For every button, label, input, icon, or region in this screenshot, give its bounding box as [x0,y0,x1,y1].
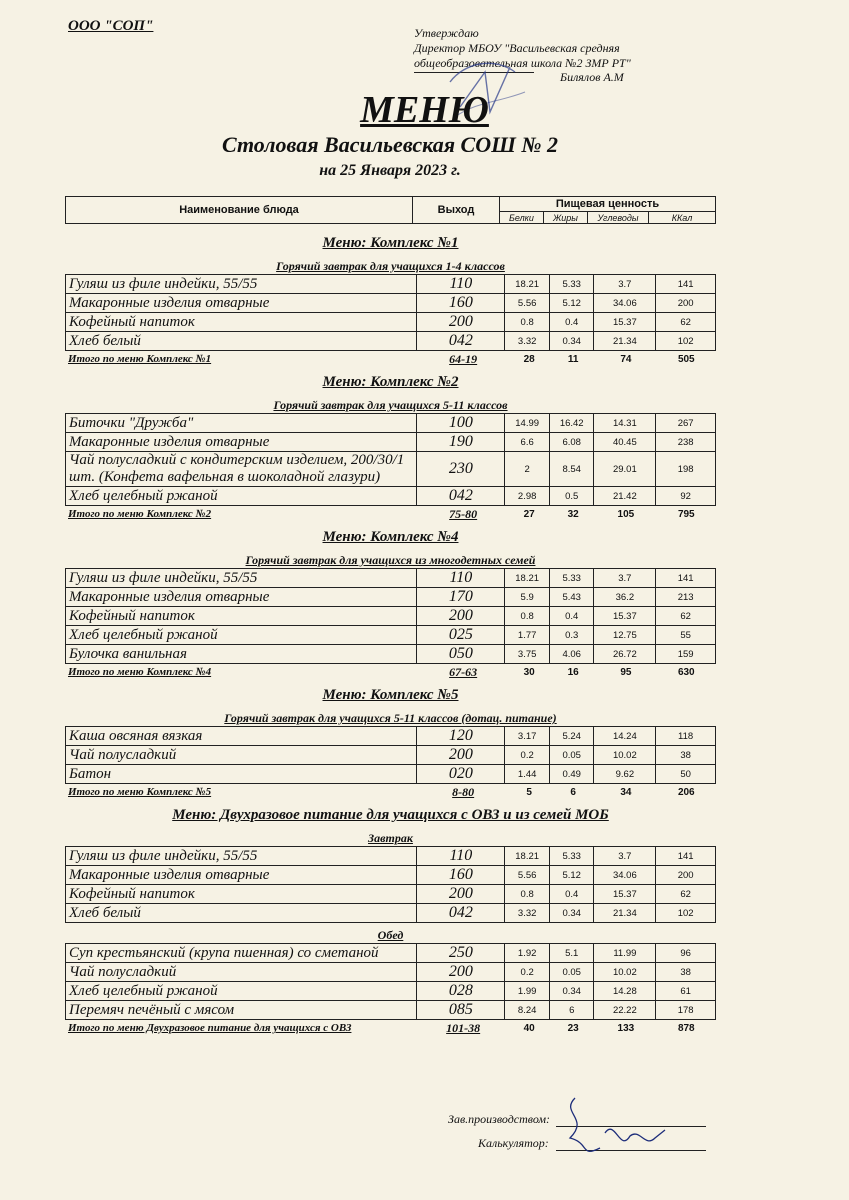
total-label: Итого по меню Комплекс №2 [68,508,212,520]
dish-name: Кофейный напиток [66,313,417,332]
carbs-value: 34.06 [594,294,656,313]
kcal-value: 159 [656,645,716,664]
protein-value: 0.8 [505,313,550,332]
protein-value: 6.6 [505,433,550,452]
fat-value: 6.08 [549,433,594,452]
protein-value: 5.56 [505,866,550,885]
group-title: Горячий завтрак для учащихся 1-4 классов [276,259,505,273]
carbs-value: 15.37 [594,607,656,626]
approval-line-3: общеобразовательная школа №2 ЗМР РТ" [414,56,631,70]
dish-name: Макаронные изделия отварные [66,433,417,452]
kcal-value: 200 [656,294,716,313]
table-row [66,944,716,963]
fat-value: 5.33 [549,275,594,294]
total-fat: 32 [567,508,579,520]
dish-name: Перемяч печёный с мясом [66,1001,417,1020]
dish-output: 028 [417,982,505,1001]
dish-name: Чай полусладкий [66,963,417,982]
total-carbs: 105 [617,508,635,520]
protein-value: 2 [505,452,550,487]
fat-value: 5.24 [549,727,594,746]
kcal-value: 55 [656,626,716,645]
total-carbs: 34 [620,786,632,798]
total-line [65,784,716,800]
protein-value: 1.99 [505,982,550,1001]
kcal-value: 92 [656,487,716,506]
kcal-value: 200 [656,866,716,885]
dish-output: 100 [417,414,505,433]
table-row [66,452,716,487]
dish-output: 160 [417,866,505,885]
dish-output: 042 [417,904,505,923]
dish-output: 025 [417,626,505,645]
menu-content [65,228,716,1036]
col-name-header: Наименование блюда [66,197,413,224]
total-kcal: 795 [677,508,695,520]
kcal-value: 50 [656,765,716,784]
carbs-value: 21.42 [594,487,656,506]
protein-value: 3.32 [505,904,550,923]
approval-line-2: Директор МБОУ "Васильевская средняя [414,41,620,55]
dish-name: Батон [66,765,417,784]
dish-output: 200 [417,607,505,626]
table-row [66,727,716,746]
total-carbs: 133 [617,1022,635,1034]
dish-output: 200 [417,963,505,982]
protein-value: 1.77 [505,626,550,645]
table-row [66,847,716,866]
fat-value: 5.33 [549,847,594,866]
carbs-value: 15.37 [594,885,656,904]
total-row [65,351,716,367]
col-output-header: Выход [413,197,500,224]
total-line [65,506,716,522]
menu-date: на 25 Января 2023 г. [319,162,461,179]
total-output: 67-63 [449,664,478,679]
fat-value: 0.34 [549,332,594,351]
carbs-value: 22.22 [594,1001,656,1020]
section-title: Меню: Комплекс №1 [322,235,459,251]
fat-value: 5.33 [549,569,594,588]
table-row [66,433,716,452]
col-fat-header: Жиры [544,212,588,224]
group-title: Обед [377,928,404,942]
protein-value: 1.44 [505,765,550,784]
dish-output: 110 [417,275,505,294]
kcal-value: 38 [656,746,716,765]
group-title: Завтрак [368,831,413,845]
dish-name: Хлеб целебный ржаной [66,982,417,1001]
total-kcal: 505 [677,353,695,365]
carbs-value: 3.7 [594,847,656,866]
carbs-value: 21.34 [594,904,656,923]
dish-output: 042 [417,487,505,506]
menu-table [65,846,716,923]
protein-value: 3.17 [505,727,550,746]
fat-value: 6 [549,1001,594,1020]
menu-table [65,726,716,784]
fat-value: 0.5 [549,487,594,506]
group-title: Горячий завтрак для учащихся из многодетных семей [245,553,536,567]
fat-value: 16.42 [549,414,594,433]
calculator-label: Калькулятор: [478,1136,549,1150]
total-protein: 40 [523,1022,535,1034]
protein-value: 0.2 [505,963,550,982]
fat-value: 5.12 [549,866,594,885]
protein-value: 5.9 [505,588,550,607]
protein-value: 0.8 [505,885,550,904]
total-fat: 23 [567,1022,579,1034]
dish-name: Кофейный напиток [66,885,417,904]
total-output: 101-38 [446,1020,481,1035]
protein-value: 18.21 [505,847,550,866]
dish-name: Гуляш из филе индейки, 55/55 [66,569,417,588]
protein-value: 2.98 [505,487,550,506]
fat-value: 0.05 [549,746,594,765]
kcal-value: 62 [656,607,716,626]
carbs-value: 26.72 [594,645,656,664]
kcal-value: 141 [656,569,716,588]
approval-line-1: Утверждаю [414,26,479,40]
fat-value: 0.3 [549,626,594,645]
table-row [66,885,716,904]
table-row [66,487,716,506]
production-label: Зав.производством: [448,1112,551,1126]
total-output: 75-80 [449,506,478,521]
dish-name: Суп крестьянский (крупа пшенная) со сметаной [66,944,417,963]
dish-output: 200 [417,746,505,765]
fat-value: 5.12 [549,294,594,313]
kcal-value: 213 [656,588,716,607]
table-row [66,1001,716,1020]
protein-value: 0.2 [505,746,550,765]
total-line [65,351,716,367]
table-row [66,963,716,982]
col-kcal-header: ККал [649,212,716,224]
fat-value: 4.06 [549,645,594,664]
organization-name: ООО "СОП" [68,18,154,34]
col-protein-header: Белки [500,212,544,224]
carbs-value: 9.62 [594,765,656,784]
carbs-value: 10.02 [594,963,656,982]
dish-output: 120 [417,727,505,746]
total-fat: 6 [570,786,576,798]
menu-table [65,943,716,1020]
table-row [66,645,716,664]
table-row [66,569,716,588]
col-nutrition-header: Пищевая ценность [500,197,716,212]
total-output: 64-19 [449,351,478,366]
total-protein: 28 [523,353,535,365]
kcal-value: 62 [656,885,716,904]
dish-name: Макаронные изделия отварные [66,866,417,885]
protein-value: 18.21 [505,275,550,294]
page-subtitle: Столовая Васильевская СОШ № 2 [221,132,559,157]
section-title: Меню: Двухразовое питание для учащихся с ОВЗ и из семей МОБ [172,807,609,823]
table-row [66,607,716,626]
carbs-value: 14.31 [594,414,656,433]
total-protein: 30 [523,666,535,678]
carbs-value: 21.34 [594,332,656,351]
dish-output: 110 [417,569,505,588]
dish-name: Макаронные изделия отварные [66,294,417,313]
protein-value: 3.32 [505,332,550,351]
total-protein: 27 [523,508,535,520]
signer-name: Билялов А.М [560,70,624,84]
dish-output: 085 [417,1001,505,1020]
fat-value: 5.43 [549,588,594,607]
menu-table [65,413,716,506]
dish-name: Кофейный напиток [66,607,417,626]
carbs-value: 29.01 [594,452,656,487]
fat-value: 5.1 [549,944,594,963]
total-protein: 5 [526,786,532,798]
carbs-value: 34.06 [594,866,656,885]
total-row [65,784,716,800]
kcal-value: 62 [656,313,716,332]
kcal-value: 61 [656,982,716,1001]
kcal-value: 267 [656,414,716,433]
protein-value: 0.8 [505,607,550,626]
dish-name: Булочка ванильная [66,645,417,664]
table-row [66,866,716,885]
dish-name: Хлеб белый [66,332,417,351]
kcal-value: 102 [656,332,716,351]
menu-table [65,568,716,664]
total-fat: 16 [567,666,579,678]
carbs-value: 11.99 [594,944,656,963]
total-kcal: 630 [677,666,695,678]
table-row [66,294,716,313]
dish-output: 200 [417,313,505,332]
group-title: Горячий завтрак для учащихся 5-11 классов (дотац. питание) [224,711,557,725]
carbs-value: 10.02 [594,746,656,765]
col-carbs-header: Углеводы [588,212,649,224]
table-row [66,746,716,765]
section-title: Меню: Комплекс №5 [322,687,459,703]
fat-value: 0.49 [549,765,594,784]
table-row [66,414,716,433]
fat-value: 0.34 [549,904,594,923]
group-title: Горячий завтрак для учащихся 5-11 классов [273,398,508,412]
dish-name: Биточки "Дружба" [66,414,417,433]
fat-value: 8.54 [549,452,594,487]
total-label: Итого по меню Двухразовое питание для учащихся с ОВЗ [68,1022,352,1034]
protein-value: 18.21 [505,569,550,588]
carbs-value: 15.37 [594,313,656,332]
kcal-value: 38 [656,963,716,982]
protein-value: 1.92 [505,944,550,963]
dish-output: 042 [417,332,505,351]
dish-output: 110 [417,847,505,866]
total-carbs: 74 [620,353,632,365]
dish-name: Хлеб целебный ржаной [66,626,417,645]
column-header [65,196,716,224]
total-row [65,664,716,680]
table-row [66,332,716,351]
dish-name: Хлеб белый [66,904,417,923]
carbs-value: 14.28 [594,982,656,1001]
table-row [66,275,716,294]
dish-name: Чай полусладкий [66,746,417,765]
carbs-value: 12.75 [594,626,656,645]
page-title: МЕНЮ [360,89,489,131]
fat-value: 0.4 [549,885,594,904]
dish-name: Хлеб целебный ржаной [66,487,417,506]
total-label: Итого по меню Комплекс №5 [68,786,212,798]
dish-output: 020 [417,765,505,784]
fat-value: 0.05 [549,963,594,982]
total-row [65,506,716,522]
menu-table [65,274,716,351]
table-row [66,904,716,923]
dish-name: Гуляш из филе индейки, 55/55 [66,275,417,294]
protein-value: 8.24 [505,1001,550,1020]
total-line [65,664,716,680]
kcal-value: 118 [656,727,716,746]
table-row [66,588,716,607]
table-row [66,982,716,1001]
table-row [66,313,716,332]
carbs-value: 3.7 [594,275,656,294]
total-output: 8-80 [452,784,475,799]
kcal-value: 102 [656,904,716,923]
dish-output: 230 [417,452,505,487]
kcal-value: 141 [656,275,716,294]
protein-value: 5.56 [505,294,550,313]
dish-output: 190 [417,433,505,452]
fat-value: 0.4 [549,607,594,626]
fat-value: 0.4 [549,313,594,332]
dish-output: 200 [417,885,505,904]
total-label: Итого по меню Комплекс №4 [68,666,212,678]
dish-output: 050 [417,645,505,664]
carbs-value: 14.24 [594,727,656,746]
kcal-value: 178 [656,1001,716,1020]
kcal-value: 141 [656,847,716,866]
dish-name: Чай полусладкий с кондитерским изделием, 200/30/1 шт. (Конфета вафельная в шоколадной глазури) [66,452,417,487]
kcal-value: 198 [656,452,716,487]
kcal-value: 96 [656,944,716,963]
total-kcal: 878 [677,1022,695,1034]
signature-icon [550,1088,690,1168]
carbs-value: 3.7 [594,569,656,588]
dish-name: Макаронные изделия отварные [66,588,417,607]
fat-value: 0.34 [549,982,594,1001]
total-kcal: 206 [677,786,695,798]
dish-output: 160 [417,294,505,313]
table-row [66,765,716,784]
dish-output: 170 [417,588,505,607]
carbs-value: 36.2 [594,588,656,607]
total-label: Итого по меню Комплекс №1 [68,353,212,365]
section-title: Меню: Комплекс №4 [322,529,459,545]
dish-name: Гуляш из филе индейки, 55/55 [66,847,417,866]
dish-name: Каша овсяная вязкая [66,727,417,746]
table-row [66,626,716,645]
total-row [65,1020,716,1036]
protein-value: 14.99 [505,414,550,433]
kcal-value: 238 [656,433,716,452]
dish-output: 250 [417,944,505,963]
total-line [65,1020,716,1036]
total-fat: 11 [567,353,579,365]
carbs-value: 40.45 [594,433,656,452]
protein-value: 3.75 [505,645,550,664]
total-carbs: 95 [620,666,632,678]
section-title: Меню: Комплекс №2 [322,374,459,390]
